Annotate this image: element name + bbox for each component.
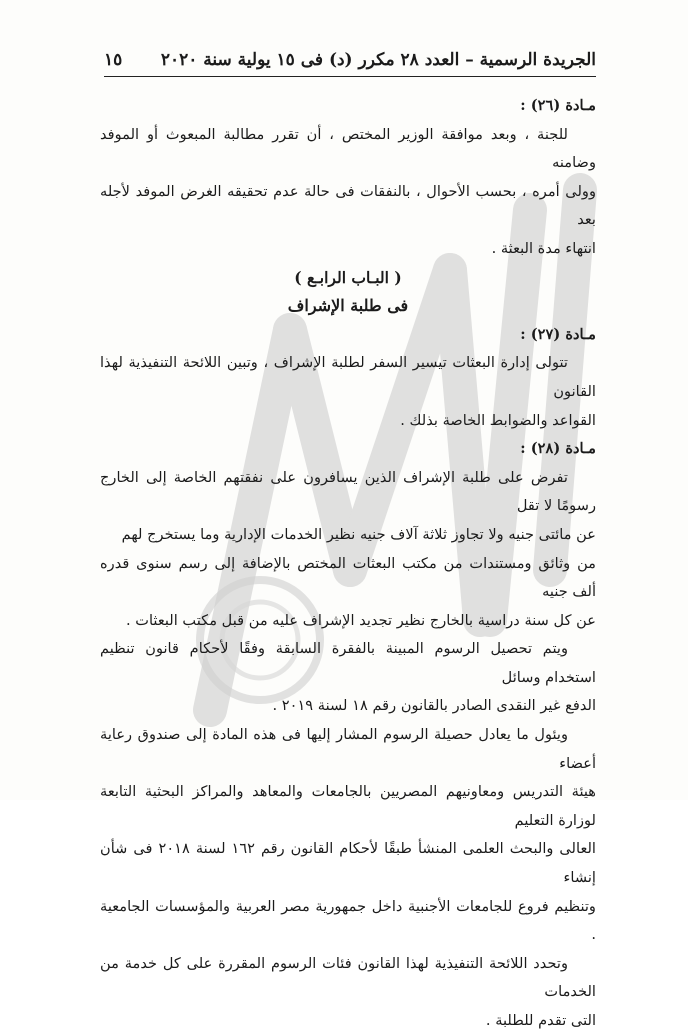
article-28-p3-line: العالى والبحث العلمى المنشأ طبقًا لأحكام القانون رقم ١٦٢ لسنة ٢٠١٨ فى شأن إنشاء — [100, 840, 596, 887]
article-28-p2-line: الدفع غير النقدى الصادر بالقانون رقم ١٨ لسنة ٢٠١٩ . — [272, 697, 596, 715]
article-28-p3-line: ويئول ما يعادل حصيلة الرسوم المشار إليها فى هذه المادة إلى صندوق رعاية أعضاء — [100, 726, 596, 772]
article-28-p4-line: التى تقدم للطلبة . — [485, 1012, 596, 1029]
article-26-line: وولى أمره ، بحسب الأحوال ، بالنفقات فى حالة عدم تحقيقه الغرض الموفد لأجله بعد — [100, 182, 596, 229]
article-26-line: انتهاء مدة البعثة . — [491, 239, 596, 257]
article-28-p1-line: عن كل سنة دراسية بالخارج نظير تجديد الإشراف عليه من قبل مكتب البعثات . — [125, 611, 596, 629]
header-divider — [104, 76, 596, 77]
page-number: ١٥ — [104, 50, 123, 70]
chapter-subtitle: فى طلبة الإشراف — [287, 296, 409, 316]
article-26-heading: مـادة (٢٦) : — [520, 97, 596, 114]
article-28-p1-line: عن مائتى جنيه ولا تجاوز ثلاثة آلاف جنيه نظير الخدمات الإدارية وما يستخرج لهم — [121, 525, 596, 543]
article-28-p1-line: من وثائق ومستندات من مكتب البعثات المختص بالإضافة إلى رسم سنوى قدره ألف جنيه — [100, 554, 596, 601]
article-28-heading: مـادة (٢٨) : — [520, 440, 596, 458]
article-26-line: للجنة ، وبعد موافقة الوزير المختص ، أن تقرر مطالبة المبعوث أو الموفد وضامنه — [100, 125, 596, 172]
article-28-p1-line: تفرض على طلبة الإشراف الذين يسافرون على نفقتهم الخاصة إلى الخارج رسومًا لا تقل — [100, 468, 596, 515]
article-27-line: القواعد والضوابط الخاصة بذلك . — [400, 411, 596, 429]
document-body — [100, 92, 596, 1036]
article-28-p2-line: ويتم تحصيل الرسوم المبينة بالفقرة السابقة وفقًا لأحكام قانون تنظيم استخدام وسائل — [100, 640, 596, 686]
page-header — [104, 46, 596, 74]
chapter-title: ( البـاب الرابـع ) — [294, 267, 402, 287]
article-28-p3-line: هيئة التدريس ومعاونيهم المصريين بالجامعات والمعاهد والمراكز البحثية التابعة لوزارة التعليم — [100, 783, 596, 829]
article-27-heading: مـادة (٢٧) : — [520, 325, 596, 343]
article-28-p4-line: وتحدد اللائحة التنفيذية لهذا القانون فئات الرسوم المقررة على كل خدمة من الخدمات — [100, 954, 596, 1001]
article-27-line: تتولى إدارة البعثات تيسير السفر لطلبة الإشراف ، وتبين اللائحة التنفيذية لهذا القانون — [100, 354, 596, 400]
article-28-p3-line: وتنظيم فروع للجامعات الأجنبية داخل جمهورية مصر العربية والمؤسسات الجامعية . — [100, 897, 596, 944]
header-title: الجريدة الرسمية – العدد ٢٨ مكرر (د) فى ١٥ يولية سنة ٢٠٢٠ — [160, 50, 596, 70]
